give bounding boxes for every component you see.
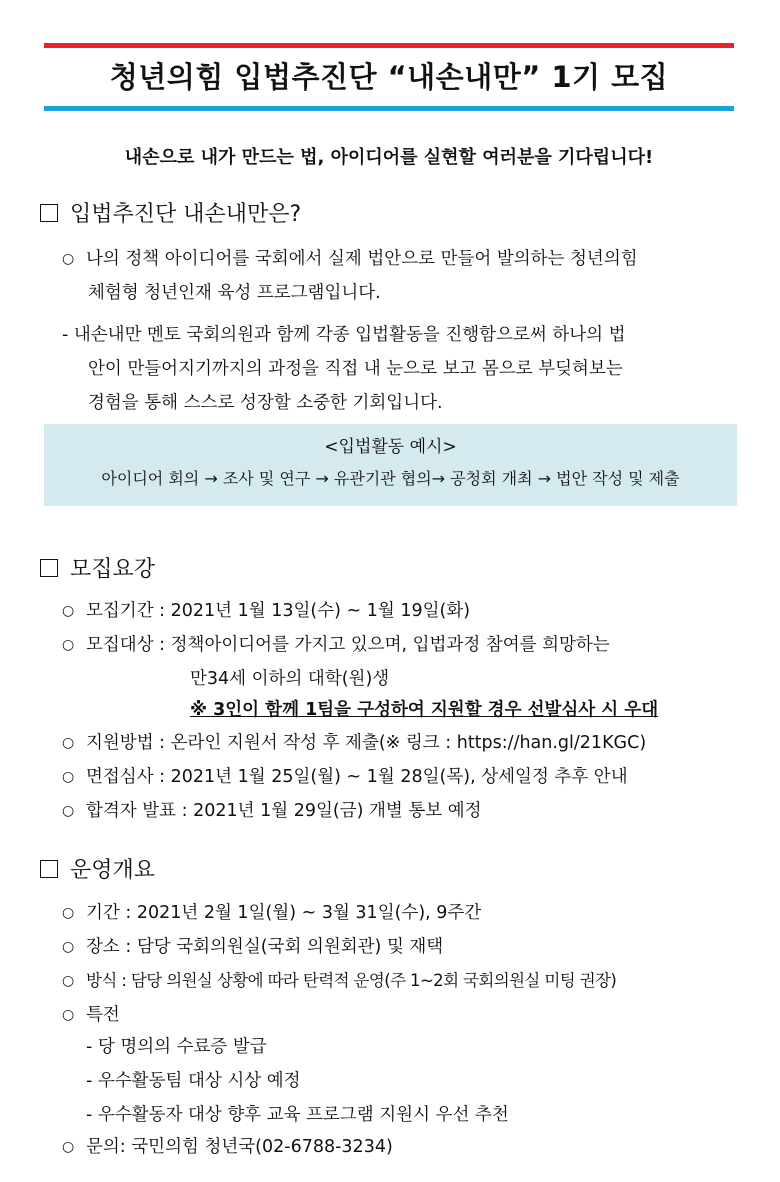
circle-bullet-icon: ○ [62, 973, 75, 989]
about-item-line: 나의 정책 아이디어를 국회에서 실제 법안으로 만들어 발의하는 청년의힘 [86, 249, 638, 269]
circle-bullet-icon: ○ [62, 1007, 75, 1023]
example-box [44, 424, 737, 506]
recruit-period-text: 모집기간 : 2021년 1월 13일(수) ~ 1월 19일(화) [86, 601, 471, 621]
recruit-interview-text: 면접심사 : 2021년 1월 25일(월) ~ 1월 28일(목), 상세일정 추후 안내 [86, 767, 628, 787]
recruit-item-period [62, 594, 742, 628]
checkbox-square-icon [40, 559, 58, 577]
operation-period-text: 기간 : 2021년 2월 1일(월) ~ 3월 31일(수), 9주간 [86, 903, 482, 923]
circle-bullet-icon: ○ [62, 637, 75, 653]
about-dash-line: 안이 만들어지기까지의 과정을 직접 내 눈으로 보고 몸으로 부딪혀보는 [88, 359, 623, 379]
operation-place-text: 장소 : 담당 국회의원실(국회 의원회관) 및 재택 [86, 937, 444, 957]
section-operation-heading [40, 856, 155, 886]
recruit-target-continuation: 만34세 이하의 대학(원)생 [190, 669, 390, 689]
about-item [62, 242, 742, 276]
circle-bullet-icon: ○ [62, 1139, 75, 1155]
section-about-title: 입법추진단 내손내만은? [70, 202, 302, 227]
operation-item-place [62, 930, 742, 964]
recruit-announce-text: 합격자 발표 : 2021년 1월 29일(금) 개별 통보 예정 [86, 801, 482, 821]
example-title: <입법활동 예시> [324, 437, 457, 457]
recruit-item-announce [62, 794, 742, 828]
recruit-method-text: 지원방법 : 온라인 지원서 작성 후 제출(※ 링크 : https://han.gl/21KGC) [86, 733, 647, 753]
page-title: 청년의힘 입법추진단 “내손내만” 1기 모집 [109, 60, 669, 94]
about-dash-line: - 내손내만 멘토 국회의원과 함께 각종 입법활동을 진행함으로써 하나의 법 [62, 325, 626, 345]
circle-bullet-icon: ○ [62, 603, 75, 619]
page-subtitle: 내손으로 내가 만드는 법, 아이디어를 실현할 여러분을 기다립니다! [124, 147, 654, 168]
benefit-sub-item: - 우수활동팀 대상 시상 예정 [86, 1071, 301, 1091]
section-recruit-heading [40, 555, 155, 585]
checkbox-square-icon [40, 860, 58, 878]
circle-bullet-icon: ○ [62, 251, 75, 267]
section-about-heading [40, 200, 301, 230]
circle-bullet-icon: ○ [62, 905, 75, 921]
operation-item-contact [62, 1130, 742, 1164]
section-operation-title: 운영개요 [70, 858, 156, 883]
example-flow: 아이디어 회의 → 조사 및 연구 → 유관기관 협의→ 공청회 개최 → 법안 작성 및 제출 [101, 469, 680, 488]
title-top-rule [44, 43, 734, 48]
operation-item-method [62, 964, 742, 998]
circle-bullet-icon: ○ [62, 939, 75, 955]
title-bottom-rule [44, 106, 734, 111]
circle-bullet-icon: ○ [62, 803, 75, 819]
operation-item-benefit [62, 998, 742, 1032]
section-recruit-title: 모집요강 [70, 557, 156, 582]
about-dash-line: 경험을 통해 스스로 성장할 소중한 기회입니다. [88, 393, 443, 413]
operation-benefit-text: 특전 [86, 1005, 120, 1025]
checkbox-square-icon [40, 204, 58, 222]
about-item-continuation: 체험형 청년인재 육성 프로그램입니다. [88, 283, 381, 303]
circle-bullet-icon: ○ [62, 769, 75, 785]
recruit-item-interview [62, 760, 742, 794]
circle-bullet-icon: ○ [62, 735, 75, 751]
operation-contact-text: 문의: 국민의힘 청년국(02-6788-3234) [86, 1137, 393, 1157]
benefit-sub-item: - 우수활동자 대상 향후 교육 프로그램 지원시 우선 추천 [86, 1105, 509, 1125]
recruit-item-target [62, 628, 742, 662]
operation-item-period [62, 896, 742, 930]
benefit-sub-item: - 당 명의의 수료증 발급 [86, 1037, 267, 1057]
recruit-item-method [62, 726, 742, 760]
operation-method-text: 방식 : 담당 의원실 상황에 따라 탄력적 운영(주 1~2회 국회의원실 미팅 권장) [86, 971, 617, 990]
recruit-target-text: 모집대상 : 정책아이디어를 가지고 있으며, 입법과정 참여를 희망하는 [86, 635, 610, 655]
team-bonus-note: ※ 3인이 함께 1팀을 구성하여 지원할 경우 선발심사 시 우대 [190, 700, 659, 720]
